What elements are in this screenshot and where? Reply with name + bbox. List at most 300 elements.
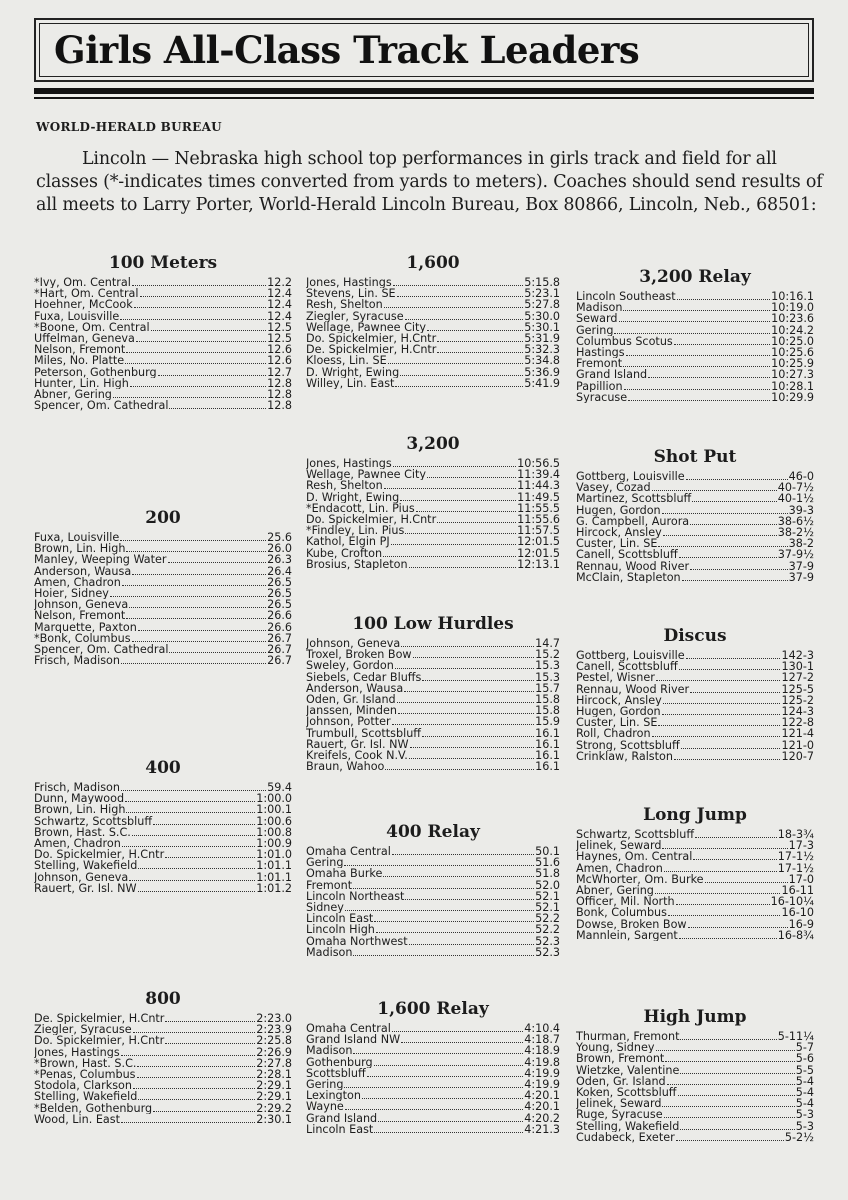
result-mark: 18-3¾ (777, 829, 814, 841)
event-400-relay (306, 821, 560, 958)
result-mark: 1:00.6 (256, 815, 292, 827)
result-mark: 142-3 (781, 650, 814, 662)
result-mark: 26.7 (267, 655, 292, 667)
result-row (576, 347, 814, 358)
result-mark: 52.3 (535, 946, 560, 958)
dot-leader (409, 750, 534, 759)
result-row (34, 288, 292, 299)
result-mark: 2:23.0 (256, 1013, 292, 1025)
athlete-name: Hoehner, McCook (34, 299, 133, 311)
athlete-name: Brown, Fremont (576, 1053, 665, 1065)
result-mark: 4:18.7 (524, 1034, 560, 1046)
result-row (34, 532, 292, 543)
dot-leader (664, 863, 777, 872)
dot-leader (130, 378, 266, 387)
event-3200-relay (576, 266, 814, 403)
result-mark: 5:30.1 (524, 321, 560, 333)
result-row (306, 288, 560, 299)
result-mark: 10:23.6 (771, 313, 814, 325)
result-row (576, 313, 814, 324)
result-row (34, 1080, 292, 1091)
event-shot-put (576, 446, 814, 583)
athlete-name: Abner, Gering (576, 884, 654, 897)
result-row (576, 661, 814, 672)
athlete-name: Oden, Gr. Island (576, 1075, 666, 1087)
result-mark: 2:25.8 (256, 1035, 292, 1047)
dot-leader (427, 322, 523, 331)
dot-leader (393, 458, 516, 467)
result-row (576, 650, 814, 661)
result-mark: 4:20.1 (524, 1101, 560, 1113)
result-mark: 5:41.9 (524, 377, 560, 389)
result-row (34, 644, 292, 655)
event-results (576, 471, 814, 583)
athlete-name: Marquette, Paxton (34, 621, 137, 633)
result-row (576, 706, 814, 717)
result-row (576, 829, 814, 840)
result-row (34, 827, 292, 838)
athlete-name: Cudabeck, Exeter (576, 1131, 675, 1143)
thin-rule (34, 97, 814, 99)
result-mark: 120-7 (781, 750, 814, 762)
result-row (576, 840, 814, 851)
dot-leader (667, 1076, 795, 1085)
result-row (306, 924, 560, 935)
athlete-name: Wayne (306, 1101, 344, 1113)
dot-leader (422, 728, 534, 737)
dot-leader (437, 514, 516, 523)
athlete-name: Crinklaw, Ralston (576, 750, 673, 762)
result-mark: 16.1 (535, 727, 560, 739)
result-mark: 16-8¾ (777, 929, 814, 941)
result-mark: 5-3 (795, 1120, 814, 1132)
result-row (576, 863, 814, 874)
athlete-name: Kube, Crofton (306, 547, 383, 559)
result-mark: 1:01.0 (256, 849, 292, 861)
athlete-name: Ziegler, Syracuse (34, 1024, 132, 1036)
dot-leader (692, 493, 776, 502)
result-row (576, 907, 814, 918)
result-row (576, 325, 814, 336)
event-results (306, 458, 560, 570)
athlete-name: Johnson, Geneva (34, 871, 129, 883)
result-mark: 11:49.5 (517, 491, 560, 503)
result-mark: 26.7 (267, 632, 292, 644)
result-row (34, 355, 292, 366)
result-mark: 2:26.9 (256, 1046, 292, 1058)
athlete-name: Hugen, Gordon (576, 504, 661, 516)
athlete-name: Stevens, Lin. SE (306, 288, 396, 300)
event-title: Shot Put (653, 447, 737, 467)
result-row (34, 633, 292, 644)
dot-leader (658, 717, 780, 726)
dot-leader (400, 492, 516, 501)
page-title: Girls All-Class Track Leaders (54, 28, 640, 72)
athlete-name: *Hart, Om. Central (34, 288, 139, 300)
dot-leader (677, 291, 770, 300)
athlete-name: Officer, Mil. North (576, 896, 675, 908)
dot-leader (437, 333, 523, 342)
result-mark: 2:29.1 (256, 1091, 292, 1103)
dot-leader (662, 1098, 794, 1107)
result-row (576, 549, 814, 560)
result-mark: 5:34.8 (524, 355, 560, 367)
result-row (306, 367, 560, 378)
result-mark: 5:15.8 (524, 277, 560, 289)
athlete-name: Fremont (306, 879, 353, 891)
result-mark: 51.6 (535, 857, 560, 869)
athlete-name: Hircock, Ansley (576, 694, 662, 706)
dot-leader (110, 588, 266, 597)
dot-leader (688, 919, 788, 928)
result-mark: 26.0 (267, 543, 292, 555)
result-row (34, 1114, 292, 1125)
dot-leader (680, 1065, 794, 1074)
athlete-name: Amen, Chadron (34, 576, 121, 588)
result-row (576, 740, 814, 751)
dot-leader (120, 532, 266, 541)
dot-leader (138, 622, 266, 631)
result-row (34, 610, 292, 621)
result-mark: 12.4 (267, 288, 292, 300)
dot-leader (153, 1103, 255, 1112)
athlete-name: Anderson, Wausa (34, 565, 132, 577)
dot-leader (678, 1087, 795, 1096)
athlete-name: Syracuse (576, 391, 628, 403)
athlete-name: Columbus Scotus (576, 335, 673, 347)
result-mark: 38-6½ (777, 515, 814, 527)
dot-leader (384, 299, 524, 308)
athlete-name: Brosius, Stapleton (306, 558, 408, 570)
athlete-name: Stodola, Clarkson (34, 1080, 132, 1092)
dot-leader (619, 313, 771, 322)
result-mark: 15.9 (535, 716, 560, 728)
result-row (576, 336, 814, 347)
result-row (34, 872, 292, 883)
result-row (576, 516, 814, 527)
athlete-name: Wood, Lin. East (34, 1113, 120, 1125)
dot-leader (374, 913, 534, 922)
dot-leader (395, 378, 523, 387)
athlete-name: Koken, Scottsbluff (576, 1086, 677, 1099)
result-row (306, 1101, 560, 1112)
result-mark: 50.1 (535, 846, 560, 858)
result-mark: 127-2 (781, 672, 814, 684)
result-row (306, 1124, 560, 1135)
dot-leader (676, 1132, 784, 1141)
dot-leader (344, 1079, 523, 1088)
event-results (306, 846, 560, 958)
result-mark: 16-9 (788, 918, 814, 930)
dot-leader (662, 706, 781, 715)
result-row (576, 561, 814, 572)
event-results (306, 1023, 560, 1135)
athlete-name: Pestel, Wisner (576, 672, 655, 684)
intro-paragraph: Lincoln — Nebraska high school top performances in girls track and field for all classes (*-indicates times converted from yards to meters). Coaches should send results of all meets to Larry Porter, World-Herald Lincoln Bureau, Box 80866, Lincoln, Neb., 68501: (36, 149, 823, 215)
result-row (34, 838, 292, 849)
result-row (306, 503, 560, 514)
athlete-name: Spencer, Om. Cathedral (34, 400, 169, 412)
result-mark: 26.5 (267, 599, 292, 611)
result-mark: 26.7 (267, 643, 292, 656)
dot-leader (121, 655, 266, 664)
athlete-name: Scottsbluff (306, 1067, 366, 1079)
dot-leader (648, 369, 770, 378)
athlete-name: Wellage, Pawnee City (306, 469, 427, 481)
athlete-name: D. Wright, Ewing (306, 491, 400, 503)
result-row (306, 683, 560, 694)
dot-leader (158, 367, 266, 376)
result-row (306, 705, 560, 716)
dot-leader (165, 1013, 255, 1022)
dot-leader (383, 548, 516, 557)
result-mark: 17-1½ (777, 851, 814, 863)
result-row (306, 333, 560, 344)
result-mark: 12.8 (267, 377, 292, 389)
dot-leader (121, 1047, 256, 1056)
result-mark: 26.6 (267, 621, 292, 633)
result-row (34, 554, 292, 565)
result-mark: 5-4 (795, 1098, 814, 1110)
result-row (306, 728, 560, 739)
result-mark: 12.5 (267, 332, 292, 345)
result-row (576, 527, 814, 538)
result-row (34, 1047, 292, 1058)
result-row (576, 1076, 814, 1087)
dot-leader (679, 549, 777, 558)
dot-leader (140, 288, 267, 297)
athlete-name: G. Campbell, Aurora (576, 515, 690, 527)
dot-leader (665, 1053, 794, 1062)
dot-leader (367, 1068, 523, 1077)
athlete-name: Siebels, Cedar Bluffs (306, 671, 422, 683)
dot-leader (345, 1101, 523, 1110)
athlete-name: Johnson, Geneva (34, 599, 129, 611)
athlete-name: Kreifels, Cook N.V. (306, 749, 408, 762)
dot-leader (344, 857, 534, 866)
result-row (576, 538, 814, 549)
result-mark: 11:55.6 (517, 513, 560, 526)
athlete-name: Sidney (306, 901, 344, 914)
dot-leader (652, 482, 777, 491)
event-title: 1,600 (406, 253, 460, 273)
result-row (306, 492, 560, 503)
dot-leader (410, 739, 534, 748)
athlete-name: *Boone, Om. Central (34, 321, 150, 333)
athlete-name: Brown, Lin. High (34, 804, 126, 816)
athlete-name: Gering (576, 324, 614, 336)
result-row (306, 638, 560, 649)
result-mark: 4:19.9 (524, 1078, 560, 1091)
result-mark: 46-0 (788, 471, 814, 483)
athlete-name: Rauert, Gr. Isl. NW (34, 882, 137, 894)
result-row (306, 761, 560, 772)
result-mark: 5:32.3 (524, 344, 560, 356)
dot-leader (674, 336, 770, 345)
result-mark: 12.8 (267, 388, 292, 401)
result-mark: 5-3 (795, 1109, 814, 1121)
dot-leader (133, 1024, 256, 1033)
result-mark: 12.7 (267, 366, 292, 378)
result-mark: 2:28.1 (256, 1068, 292, 1081)
result-mark: 5-5 (795, 1064, 814, 1076)
athlete-name: Frisch, Madison (34, 782, 120, 794)
result-row (306, 846, 560, 857)
result-row (34, 1103, 292, 1114)
result-row (34, 543, 292, 554)
athlete-name: Peterson, Gothenburg (34, 366, 157, 378)
dot-leader (126, 804, 255, 813)
result-row (306, 694, 560, 705)
result-row (34, 367, 292, 378)
athlete-name: Mannlein, Sargent (576, 929, 678, 941)
result-mark: 10:19.0 (771, 302, 814, 314)
result-row (34, 577, 292, 588)
result-mark: 39-3 (788, 504, 814, 516)
dot-leader (682, 572, 788, 581)
result-mark: 4:10.4 (524, 1023, 560, 1035)
result-row (34, 860, 292, 871)
athlete-name: Omaha Central (306, 1023, 391, 1035)
result-row (306, 1090, 560, 1101)
dot-leader (427, 469, 516, 478)
dot-leader (676, 896, 770, 905)
result-row (306, 536, 560, 547)
event-title: 400 Relay (386, 822, 480, 842)
athlete-name: Miles, No. Platte (34, 355, 125, 367)
result-mark: 121-0 (781, 739, 814, 751)
result-row (576, 896, 814, 907)
athlete-name: Ziegler, Syracuse (306, 310, 404, 322)
event-title: Discus (663, 626, 727, 646)
athlete-name: Resh, Shelton (306, 299, 383, 311)
event-results (34, 1013, 292, 1125)
result-row (306, 1068, 560, 1079)
result-mark: 5-11¼ (777, 1031, 814, 1043)
athlete-name: Willey, Lin. East (306, 377, 395, 389)
result-row (576, 1109, 814, 1120)
result-mark: 10:16.1 (771, 291, 814, 303)
result-row (576, 572, 814, 583)
dot-leader (393, 277, 524, 286)
event-200 (34, 507, 292, 666)
result-mark: 10:25.0 (771, 335, 814, 347)
result-mark: 52.3 (535, 935, 560, 947)
result-row (34, 344, 292, 355)
athlete-name: Gottberg, Louisville (576, 650, 685, 662)
athlete-name: Madison (576, 302, 623, 314)
result-mark: 5-2½ (784, 1131, 814, 1143)
dot-leader (422, 672, 534, 681)
event-title: 400 (145, 758, 181, 778)
result-row (34, 1069, 292, 1080)
result-row (306, 299, 560, 310)
dot-leader (388, 355, 524, 364)
result-mark: 125-2 (781, 694, 814, 706)
result-mark: 15.8 (535, 705, 560, 717)
athlete-name: Wietzke, Valentine (576, 1064, 680, 1076)
result-mark: 12:13.1 (517, 558, 560, 570)
athlete-name: Stelling, Wakefield (576, 1120, 680, 1132)
result-mark: 4:20.2 (524, 1112, 560, 1124)
result-mark: 4:19.9 (524, 1067, 560, 1079)
dot-leader (623, 358, 770, 367)
event-high-jump (576, 1006, 814, 1143)
result-mark: 10:56.5 (517, 458, 560, 470)
result-mark: 11:39.4 (517, 469, 560, 481)
athlete-name: Gering (306, 857, 344, 869)
result-row (576, 684, 814, 695)
dot-leader (400, 367, 523, 376)
athlete-name: Sweley, Gordon (306, 660, 394, 672)
athlete-name: Hoier, Sidney (34, 587, 109, 600)
athlete-name: Roll, Chadron (576, 728, 651, 740)
athlete-name: Young, Sidney (576, 1042, 655, 1054)
result-mark: 14.7 (535, 638, 560, 650)
athlete-name: Braun, Wahoo (306, 761, 385, 773)
athlete-name: De. Spickelmier, H.Cntr (306, 344, 437, 356)
dot-leader (134, 299, 266, 308)
dot-leader (686, 471, 788, 480)
dot-leader (126, 610, 266, 619)
result-mark: 1:00.0 (256, 793, 292, 805)
dot-leader (151, 322, 266, 331)
result-row (576, 392, 814, 403)
result-row (34, 299, 292, 310)
result-row (306, 311, 560, 322)
dot-leader (680, 1031, 776, 1040)
dot-leader (121, 1114, 255, 1123)
result-mark: 37-9½ (777, 549, 814, 561)
athlete-name: Jones, Hastings (306, 277, 392, 289)
result-mark: 16.1 (535, 738, 560, 750)
dot-leader (690, 684, 780, 693)
dot-leader (668, 907, 781, 916)
result-row (576, 1121, 814, 1132)
result-mark: 12.4 (267, 299, 292, 311)
dot-leader (376, 924, 534, 933)
athlete-name: Amen, Chadron (34, 837, 121, 850)
result-mark: 12:01.5 (517, 536, 560, 548)
dot-leader (138, 883, 256, 892)
result-mark: 59.4 (267, 782, 292, 794)
athlete-name: Nelson, Fremont (34, 610, 126, 622)
dot-leader (674, 751, 781, 760)
dot-leader (664, 1109, 795, 1118)
dot-leader (169, 644, 266, 653)
result-row (34, 1091, 292, 1102)
athlete-name: Canell, Scottsbluff (576, 549, 678, 561)
dot-leader (374, 1124, 523, 1133)
event-results (34, 277, 292, 411)
result-mark: 16.1 (535, 749, 560, 762)
athlete-name: Kathol, Elgin PJ (306, 536, 390, 548)
result-mark: 26.6 (267, 610, 292, 622)
athlete-name: Omaha Burke (306, 868, 383, 880)
result-row (34, 1024, 292, 1035)
athlete-name: *Endacott, Lin. Pius (306, 502, 415, 514)
athlete-name: Hastings (576, 346, 625, 359)
result-mark: 26.5 (267, 576, 292, 588)
dot-leader (397, 694, 534, 703)
byline: WORLD-HERALD BUREAU (36, 120, 222, 134)
athlete-name: Do. Spickelmier, H.Cntr (34, 849, 165, 861)
dot-leader (679, 930, 777, 939)
result-mark: 10:24.2 (771, 324, 814, 336)
athlete-name: Hircock, Ansley (576, 526, 662, 539)
event-discus (576, 625, 814, 762)
result-row (306, 322, 560, 333)
